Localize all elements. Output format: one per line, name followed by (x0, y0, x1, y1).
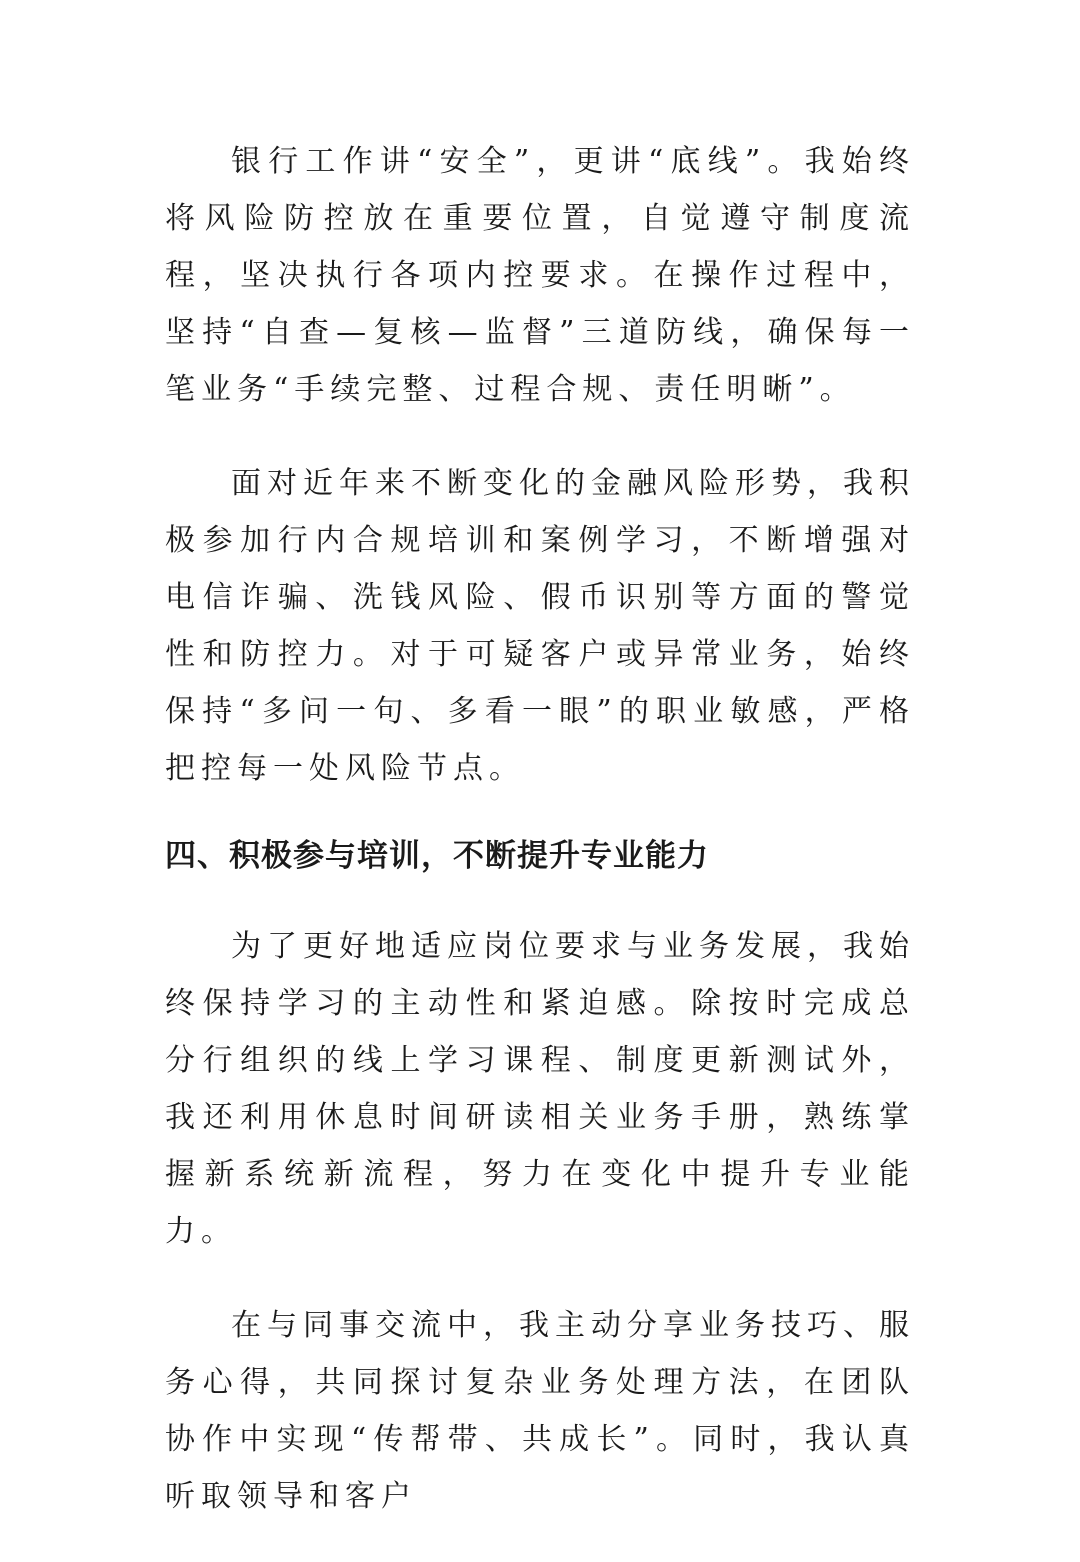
section-heading: 四、积极参与培训，不断提升专业能力 (165, 838, 709, 874)
paragraph-risk-control: 银行工作讲“安全”，更讲“底线”。我始终将风险防控放在重要位置，自觉遵守制度流程，坚决执行各项内控要求。在操作过程中，坚持“自查—复核—监督”三道防线，确保每一笔业务“手续完整、过程合规、责任明晰”。 (165, 144, 915, 407)
paragraph-team-sharing: 在与同事交流中，我主动分享业务技巧、服务心得，共同探讨复杂业务处理方法，在团队协作中实现“传帮带、共成长”。同时，我认真听取领导和客户 (165, 1308, 915, 1514)
paragraph-compliance-training: 面对近年来不断变化的金融风险形势，我积极参加行内合规培训和案例学习，不断增强对电信诈骗、洗钱风险、假币识别等方面的警觉性和防控力。对于可疑客户或异常业务，始终保持“多问一句、多看一眼”的职业敏感，严格把控每一处风险节点。 (165, 466, 915, 786)
paragraph-learning: 为了更好地适应岗位要求与业务发展，我始终保持学习的主动性和紧迫感。除按时完成总分行组织的线上学习课程、制度更新测试外，我还利用休息时间研读相关业务手册，熟练掌握新系统新流程，努力在变化中提升专业能力。 (165, 929, 915, 1249)
document-body (165, 133, 915, 1562)
